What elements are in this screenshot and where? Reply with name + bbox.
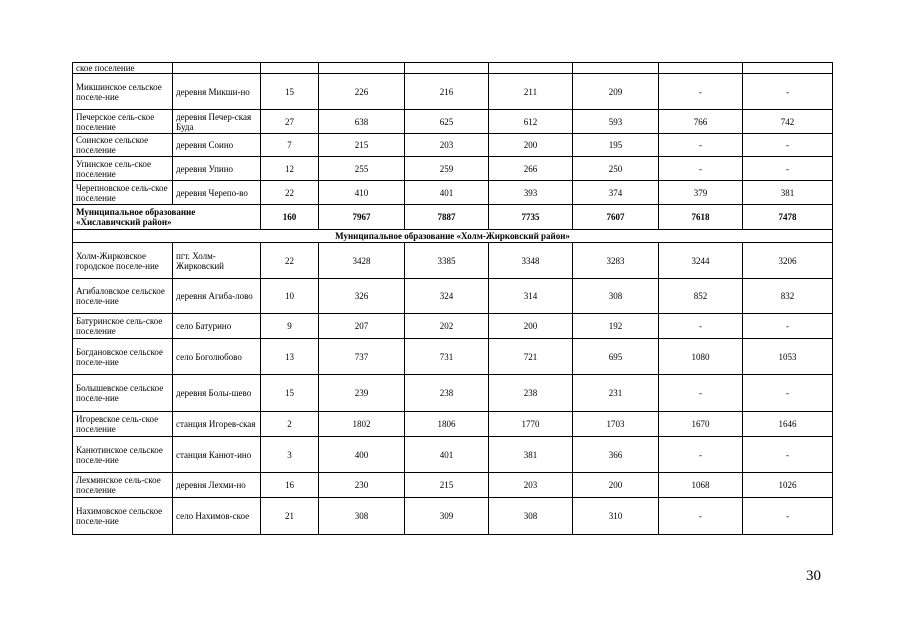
value-cell: 200 [489, 134, 573, 157]
value-cell: 1703 [573, 412, 659, 437]
value-cell: 612 [489, 110, 573, 134]
admin-center-cell: деревня Печер-ская Буда [173, 110, 261, 134]
table-row [73, 498, 833, 535]
value-cell: - [659, 134, 743, 157]
value-cell: 1646 [743, 412, 833, 437]
count-cell: 15 [261, 375, 319, 412]
value-cell: 1080 [659, 339, 743, 375]
settlement-name-cell: Лехминское сель-ское поселение [73, 473, 173, 498]
value-cell: 200 [573, 473, 659, 498]
value-cell [743, 63, 833, 74]
table-row [73, 110, 833, 134]
settlement-name-cell: Богдановское сельское поселе-ние [73, 339, 173, 375]
total-value: 7607 [573, 205, 659, 230]
value-cell: 209 [573, 74, 659, 110]
count-cell: 16 [261, 473, 319, 498]
total-value: 7735 [489, 205, 573, 230]
table-row [73, 339, 833, 375]
settlement-name-cell: Нахимовское сельское поселе-ние [73, 498, 173, 535]
count-cell: 12 [261, 157, 319, 181]
value-cell: 255 [319, 157, 405, 181]
admin-center-cell: пгт. Холм-Жирковский [173, 243, 261, 279]
count-cell: 3 [261, 437, 319, 473]
value-cell: 374 [573, 181, 659, 205]
value-cell: 314 [489, 279, 573, 314]
value-cell: 3283 [573, 243, 659, 279]
value-cell: 401 [405, 181, 489, 205]
admin-center-cell: станция Игорев-ская [173, 412, 261, 437]
settlement-name-cell: Микшинское сельское поселе-ние [73, 74, 173, 110]
value-cell: 195 [573, 134, 659, 157]
count-cell: 21 [261, 498, 319, 535]
value-cell: 381 [743, 181, 833, 205]
value-cell: 638 [319, 110, 405, 134]
table-row [73, 473, 833, 498]
value-cell: 308 [489, 498, 573, 535]
value-cell [405, 63, 489, 74]
value-cell: 238 [405, 375, 489, 412]
value-cell [319, 63, 405, 74]
value-cell: 742 [743, 110, 833, 134]
value-cell: 625 [405, 110, 489, 134]
admin-center-cell: деревня Болы-шево [173, 375, 261, 412]
value-cell: 326 [319, 279, 405, 314]
value-cell: - [743, 437, 833, 473]
total-row [73, 205, 833, 230]
value-cell: 211 [489, 74, 573, 110]
value-cell: 1068 [659, 473, 743, 498]
admin-center-cell: деревня Лехми-но [173, 473, 261, 498]
table-row [73, 314, 833, 339]
value-cell: 400 [319, 437, 405, 473]
value-cell: 215 [319, 134, 405, 157]
value-cell: 410 [319, 181, 405, 205]
value-cell: - [743, 157, 833, 181]
value-cell: 200 [489, 314, 573, 339]
total-value: 7887 [405, 205, 489, 230]
value-cell: 216 [405, 74, 489, 110]
value-cell: 202 [405, 314, 489, 339]
value-cell: - [743, 314, 833, 339]
total-count: 160 [261, 205, 319, 230]
settlement-name-cell: Печерское сель-ское поселение [73, 110, 173, 134]
table-row [73, 412, 833, 437]
value-cell: 203 [489, 473, 573, 498]
value-cell: 308 [319, 498, 405, 535]
admin-center-cell: село Боголюбово [173, 339, 261, 375]
table-row [73, 63, 833, 74]
count-cell: 10 [261, 279, 319, 314]
value-cell: 1770 [489, 412, 573, 437]
value-cell: 250 [573, 157, 659, 181]
population-table [72, 62, 833, 535]
value-cell: 832 [743, 279, 833, 314]
table-row [73, 437, 833, 473]
total-value: 7618 [659, 205, 743, 230]
table-row [73, 375, 833, 412]
value-cell: - [743, 74, 833, 110]
value-cell: - [743, 375, 833, 412]
value-cell: 695 [573, 339, 659, 375]
value-cell: 215 [405, 473, 489, 498]
value-cell: 324 [405, 279, 489, 314]
count-cell: 15 [261, 74, 319, 110]
count-cell: 7 [261, 134, 319, 157]
value-cell: 192 [573, 314, 659, 339]
value-cell: 379 [659, 181, 743, 205]
settlement-name-cell: Агибаловское сельское поселе-ние [73, 279, 173, 314]
value-cell: 266 [489, 157, 573, 181]
settlement-name-cell: Соинское сельское поселение [73, 134, 173, 157]
value-cell: 852 [659, 279, 743, 314]
settlement-name-cell: Канютинское сельское поселе-ние [73, 437, 173, 473]
admin-center-cell: село Батурино [173, 314, 261, 339]
count-cell: 22 [261, 181, 319, 205]
value-cell: 3428 [319, 243, 405, 279]
settlement-name-cell: Черепновское сель-ское поселение [73, 181, 173, 205]
table-row [73, 279, 833, 314]
value-cell: 401 [405, 437, 489, 473]
value-cell: 230 [319, 473, 405, 498]
settlement-name-cell: Батуринское сель-ское поселение [73, 314, 173, 339]
value-cell: 239 [319, 375, 405, 412]
value-cell: 593 [573, 110, 659, 134]
value-cell: 1026 [743, 473, 833, 498]
value-cell: 259 [405, 157, 489, 181]
value-cell: - [659, 314, 743, 339]
value-cell: 366 [573, 437, 659, 473]
value-cell: 207 [319, 314, 405, 339]
table-row [73, 74, 833, 110]
value-cell: - [659, 74, 743, 110]
table-total [73, 205, 833, 243]
table-row [73, 243, 833, 279]
value-cell: 1670 [659, 412, 743, 437]
value-cell [573, 63, 659, 74]
value-cell: 381 [489, 437, 573, 473]
count-cell: 9 [261, 314, 319, 339]
value-cell: - [659, 375, 743, 412]
value-cell: - [659, 437, 743, 473]
value-cell: 1806 [405, 412, 489, 437]
value-cell: 309 [405, 498, 489, 535]
admin-center-cell: деревня Микши-но [173, 74, 261, 110]
value-cell: 226 [319, 74, 405, 110]
table-row [73, 134, 833, 157]
count-cell [261, 63, 319, 74]
value-cell: 238 [489, 375, 573, 412]
admin-center-cell: деревня Соино [173, 134, 261, 157]
admin-center-cell: деревня Агиба-лово [173, 279, 261, 314]
count-cell: 2 [261, 412, 319, 437]
value-cell: 231 [573, 375, 659, 412]
value-cell: - [659, 157, 743, 181]
count-cell: 22 [261, 243, 319, 279]
section-title: Муниципальное образование «Холм-Жирковский район» [73, 230, 833, 243]
value-cell: 203 [405, 134, 489, 157]
value-cell [659, 63, 743, 74]
table-row [73, 157, 833, 181]
settlement-name-cell: Игоревское сель-ское поселение [73, 412, 173, 437]
admin-center-cell: деревня Черепо-во [173, 181, 261, 205]
value-cell: 1802 [319, 412, 405, 437]
value-cell: - [743, 498, 833, 535]
value-cell: 737 [319, 339, 405, 375]
settlement-name-cell: Холм-Жирковское городское поселе-ние [73, 243, 173, 279]
value-cell: 721 [489, 339, 573, 375]
value-cell: 3244 [659, 243, 743, 279]
admin-center-cell [173, 63, 261, 74]
value-cell: - [743, 134, 833, 157]
page-number: 30 [806, 568, 821, 584]
value-cell: 731 [405, 339, 489, 375]
value-cell: 393 [489, 181, 573, 205]
total-value: 7967 [319, 205, 405, 230]
admin-center-cell: деревня Упино [173, 157, 261, 181]
section-row [73, 230, 833, 243]
value-cell [489, 63, 573, 74]
count-cell: 13 [261, 339, 319, 375]
table-row [73, 181, 833, 205]
total-value: 7478 [743, 205, 833, 230]
value-cell: 308 [573, 279, 659, 314]
table-body-top [73, 63, 833, 205]
admin-center-cell: станция Канют-ино [173, 437, 261, 473]
admin-center-cell: село Нахимов-ское [173, 498, 261, 535]
value-cell: - [659, 498, 743, 535]
table-body-bottom [73, 243, 833, 535]
value-cell: 766 [659, 110, 743, 134]
value-cell: 3348 [489, 243, 573, 279]
value-cell: 3206 [743, 243, 833, 279]
value-cell: 3385 [405, 243, 489, 279]
count-cell: 27 [261, 110, 319, 134]
settlement-name-cell: Болышевское сельское поселе-ние [73, 375, 173, 412]
settlement-name-cell: Упинское сель-ское поселение [73, 157, 173, 181]
value-cell: 1053 [743, 339, 833, 375]
total-label: Муниципальное образование «Хиславичский район» [73, 205, 261, 230]
settlement-name-cell: ское поселение [73, 63, 173, 74]
value-cell: 310 [573, 498, 659, 535]
